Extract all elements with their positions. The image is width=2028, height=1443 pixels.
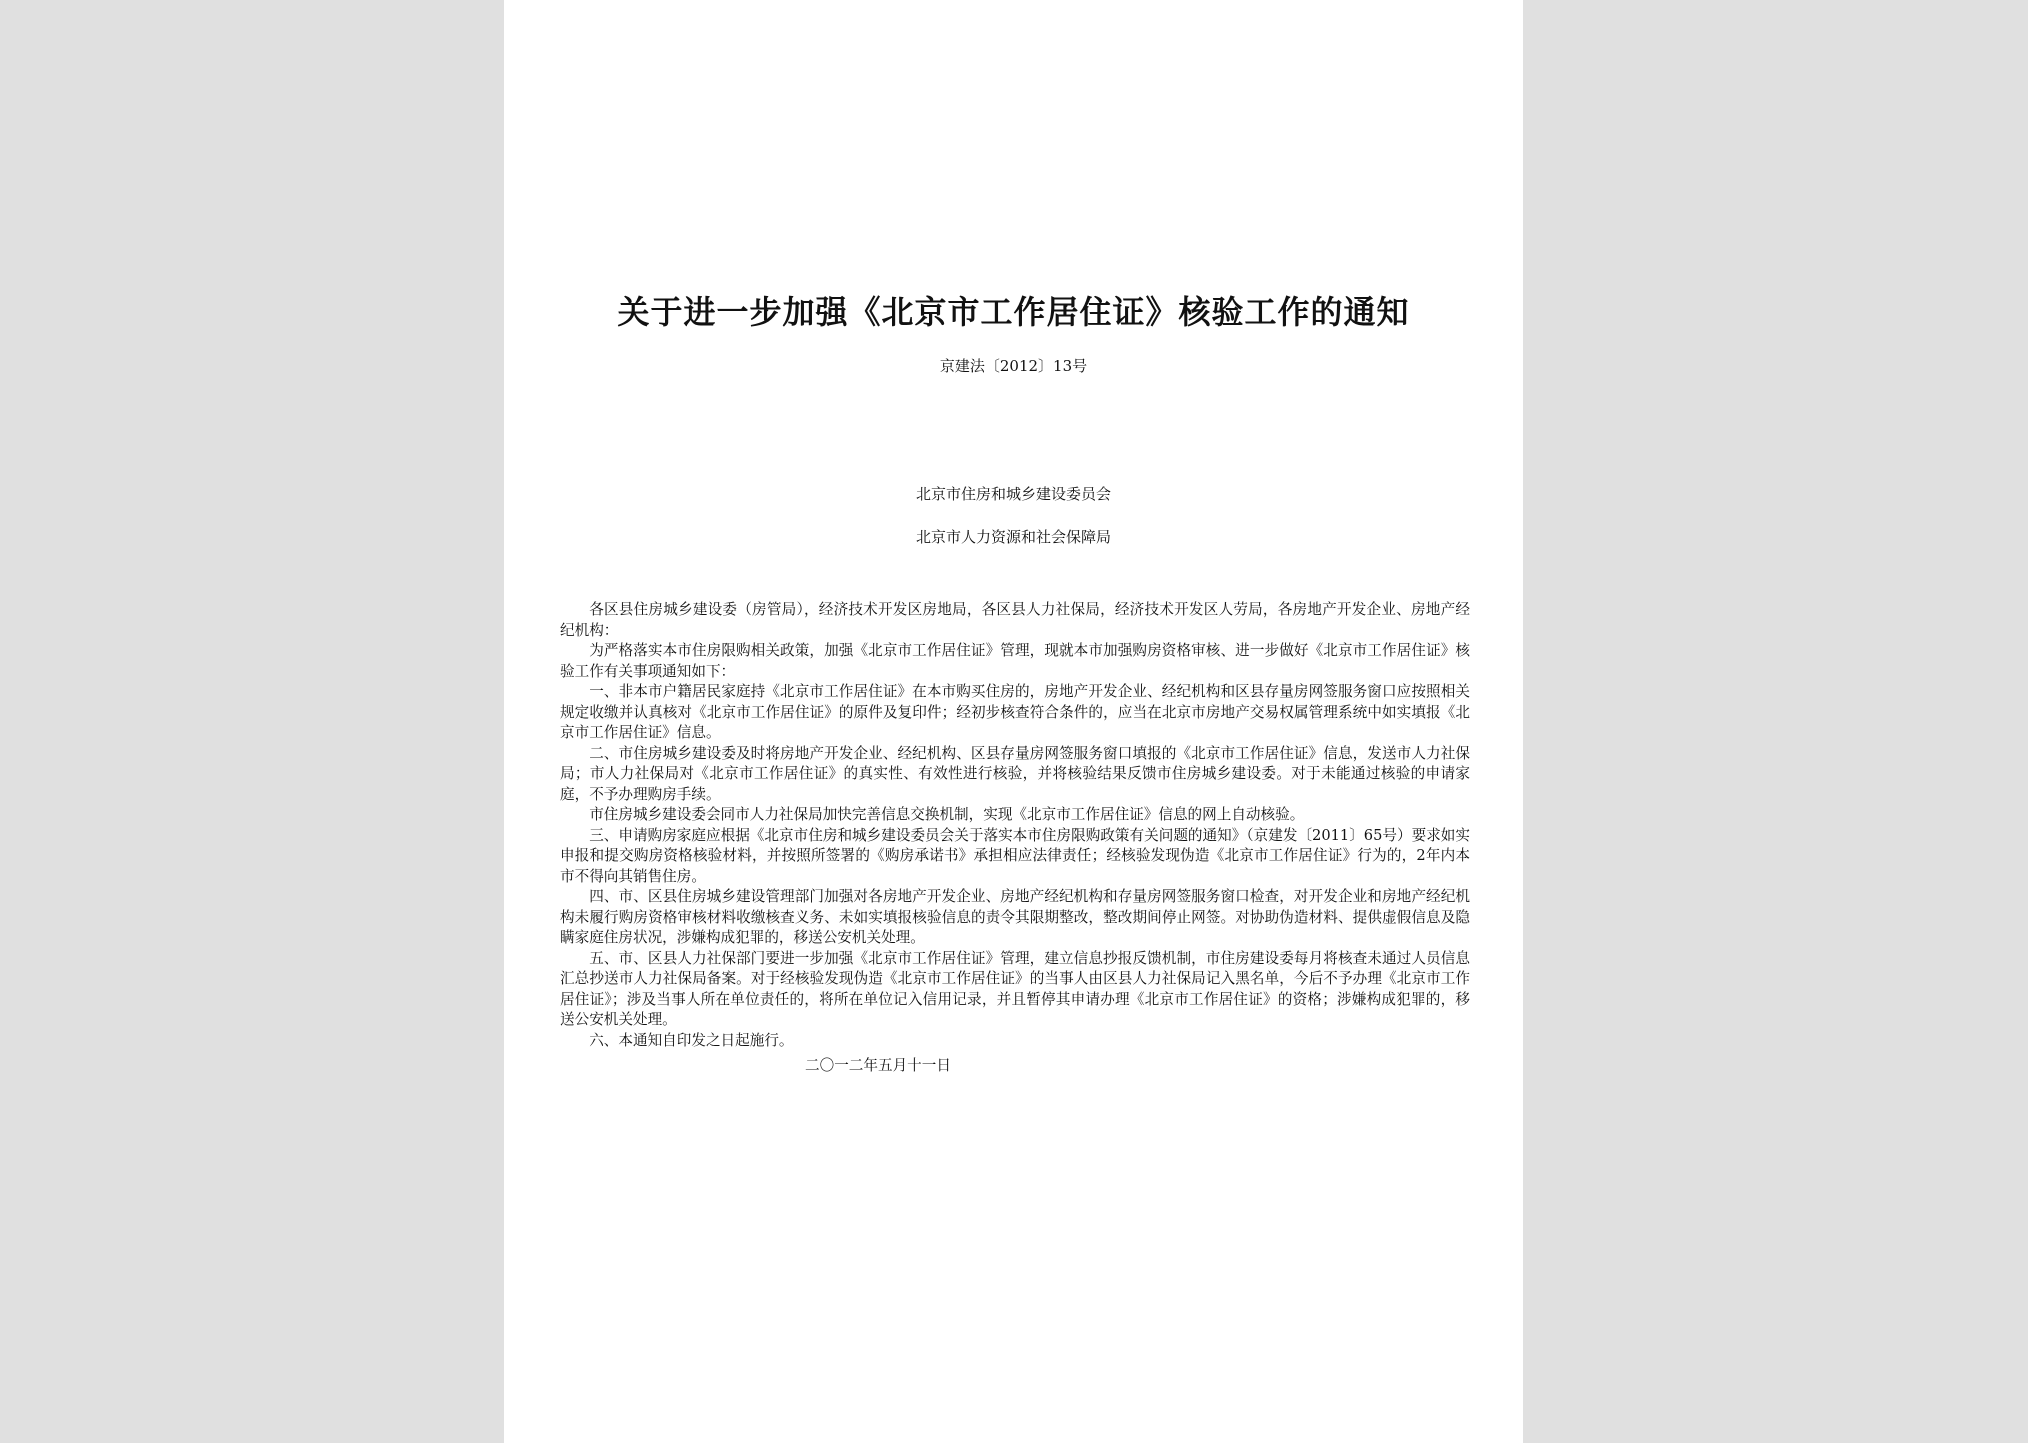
paragraph-item-2: 二、市住房城乡建设委及时将房地产开发企业、经纪机构、区县存量房网签服务窗口填报的《北京市工作居住证》信息，发送市人力社保局；市人力社保局对《北京市工作居住证》的真实性、有效性进行核验，并将核验结果反馈市住房城乡建设委。对于未能通过核验的申请家庭，不予办理购房手续。 [560, 744, 1470, 803]
issuer-housing-commission: 北京市住房和城乡建设委员会 [915, 485, 1111, 503]
paragraph-addressees: 各区县住房城乡建设委（房管局），经济技术开发区房地局，各区县人力社保局，经济技术开发区人劳局，各房地产开发企业、房地产经纪机构： [560, 601, 1470, 639]
issuer-hr-bureau: 北京市人力资源和社会保障局 [915, 528, 1111, 546]
paragraph-item-2-supplement: 市住房城乡建设委会同市人力社保局加快完善信息交换机制，实现《北京市工作居住证》信息的网上自动核验。 [589, 806, 1305, 823]
document-title: 关于进一步加强《北京市工作居住证》核验工作的通知 [617, 293, 1410, 331]
paragraph-item-5: 五、市、区县人力社保部门要进一步加强《北京市工作居住证》管理，建立信息抄报反馈机制，市住房建设委每月将核查未通过人员信息汇总抄送市人力社保局备案。对于经核验发现伪造《北京市工作居住证》的当事人由区县人力社保局记入黑名单，今后不予办理《北京市工作居住证》；涉及当事人所在单位责任的，将所在单位记入信用记录，并且暂停其申请办理《北京市工作居住证》的资格；涉嫌构成犯罪的，移送公安机关处理。 [560, 949, 1470, 1028]
document-page [504, 0, 1523, 1443]
paragraph-intro: 为严格落实本市住房限购相关政策，加强《北京市工作居住证》管理，现就本市加强购房资格审核、进一步做好《北京市工作居住证》核验工作有关事项通知如下： [560, 642, 1470, 680]
paragraph-item-4: 四、市、区县住房城乡建设管理部门加强对各房地产开发企业、房地产经纪机构和存量房网签服务窗口检查，对开发企业和房地产经纪机构未履行购房资格审核材料收缴核查义务、未如实填报核验信息的责令其限期整改，整改期间停止网签。对协助伪造材料、提供虚假信息及隐瞒家庭住房状况，涉嫌构成犯罪的，移送公安机关处理。 [560, 888, 1470, 946]
paragraph-item-1: 一、非本市户籍居民家庭持《北京市工作居住证》在本市购买住房的，房地产开发企业、经纪机构和区县存量房网签服务窗口应按照相关规定收缴并认真核对《北京市工作居住证》的原件及复印件；经初步核查符合条件的，应当在北京市房地产交易权属管理系统中如实填报《北京市工作居住证》信息。 [560, 683, 1470, 741]
paragraph-item-6: 六、本通知自印发之日起施行。 [589, 1031, 794, 1049]
document-body [560, 600, 1470, 1051]
paragraph-item-3: 三、申请购房家庭应根据《北京市住房和城乡建设委员会关于落实本市住房限购政策有关问题的通知》（京建发〔2011〕65号）要求如实申报和提交购房资格核验材料，并按照所签署的《购房承诺书》承担相应法律责任；经核验发现伪造《北京市工作居住证》行为的，2年内本市不得向其销售住房。 [560, 826, 1470, 885]
document-number: 京建法〔2012〕13号 [939, 357, 1088, 375]
document-date: 二〇一二年五月十一日 [805, 1057, 951, 1074]
